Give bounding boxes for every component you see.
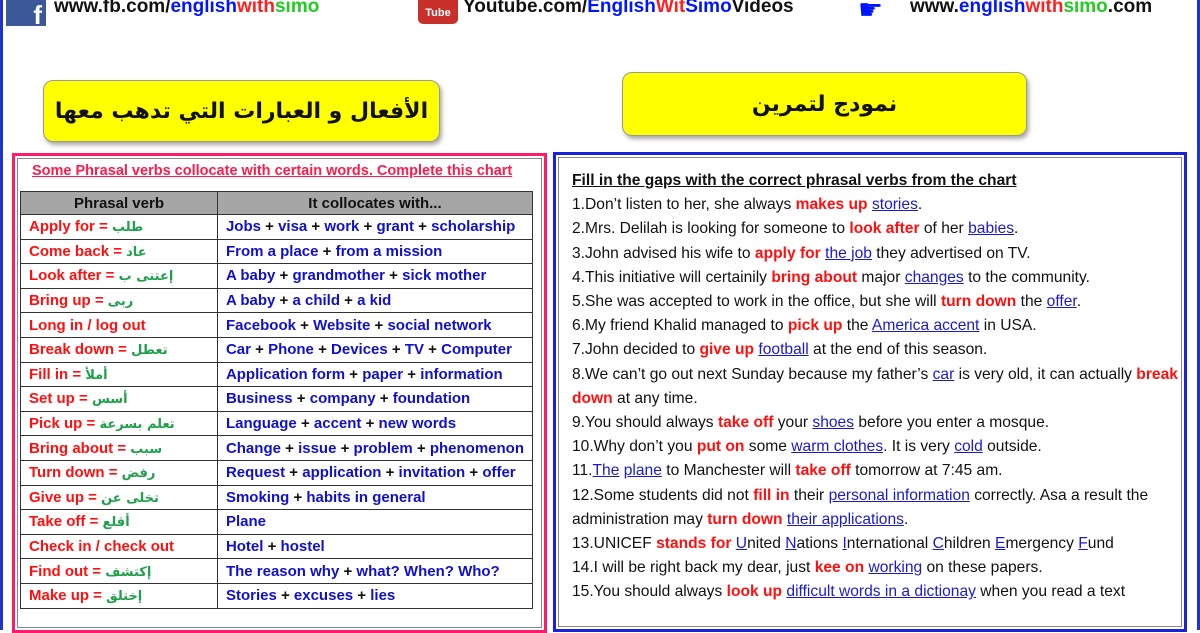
collocations-cell xyxy=(217,436,532,461)
collocation-word: Devices xyxy=(331,341,388,359)
phrasal-verb-answer: give up xyxy=(699,341,755,359)
collocation-word: N xyxy=(785,535,797,553)
collocation-word: Hotel xyxy=(225,538,264,556)
sentence-text: 14.I will be right back my dear, just xyxy=(572,559,815,577)
collocation-word: offer xyxy=(482,464,516,482)
phrasal-verb-cell xyxy=(21,387,218,412)
arabic-translation: إكتشف xyxy=(105,564,152,580)
exercise-sentence xyxy=(572,217,1182,241)
plus-sign: + xyxy=(465,464,483,482)
plus-sign: + xyxy=(280,439,299,457)
plus-sign: + xyxy=(295,316,314,334)
fb-b: with xyxy=(236,0,275,17)
phrasal-verb-answer: pick up xyxy=(787,317,843,335)
collocation-word: excuses xyxy=(293,587,354,605)
collocation-word: Stories xyxy=(225,587,277,605)
collocation-word: Language xyxy=(225,415,297,433)
phrasal-verbs-table xyxy=(20,191,533,609)
collocation-word: car xyxy=(932,365,955,383)
collocation-word: Website xyxy=(313,316,371,334)
collocation-word: A baby xyxy=(225,292,276,310)
plus-sign: + xyxy=(381,464,399,482)
phrasal-verb-cell xyxy=(21,264,218,289)
phrasal-verb-cell xyxy=(21,534,218,559)
arabic-translation: سبب xyxy=(130,441,163,457)
table-row xyxy=(21,534,533,559)
plus-sign: + xyxy=(263,538,281,556)
collocation-word: their applications xyxy=(786,510,904,528)
collocation-word: Plane xyxy=(225,513,266,531)
column-header-collocations: It collocates with... xyxy=(217,192,532,215)
arabic-translation: تعطل xyxy=(131,343,168,359)
collocation-word: stories xyxy=(871,196,918,214)
table-row xyxy=(21,436,533,461)
collocation-word: sick mother xyxy=(402,267,487,285)
sentence-text: 2.Mrs. Delilah is looking for someone to xyxy=(572,220,850,238)
collocation-word: social network xyxy=(387,316,492,334)
plus-sign: + xyxy=(414,218,432,236)
social-header xyxy=(0,0,1200,28)
youtube-icon-text: Tube xyxy=(425,7,451,19)
plus-sign: + xyxy=(403,365,421,383)
phrasal-verb: Bring up = xyxy=(29,292,108,310)
phrasal-verb: Check in / check out xyxy=(29,538,175,556)
phrasal-verb: Find out = xyxy=(29,562,106,580)
plus-sign: + xyxy=(353,587,371,605)
collocation-word: working xyxy=(868,559,923,577)
sentence-text: to Manchester will xyxy=(661,462,796,480)
plus-sign: + xyxy=(370,316,388,334)
sentence-text: 9.You should always xyxy=(572,414,718,432)
sentence-text: major xyxy=(857,268,905,286)
collocations-cell xyxy=(217,485,532,510)
chart-title: Some Phrasal verbs collocate with certain words. Complete this chart xyxy=(32,163,513,179)
web-a: english xyxy=(958,0,1026,17)
collocations-cell xyxy=(217,510,532,535)
sentence-text: 6.My friend Khalid managed to xyxy=(572,317,788,335)
phrasal-verb-answer: turn down xyxy=(940,293,1017,311)
sentence-text: your xyxy=(773,414,813,432)
plus-sign: + xyxy=(275,292,293,310)
plus-sign: + xyxy=(336,439,354,457)
phrasal-verb-answer: look after xyxy=(849,220,920,238)
plus-sign: + xyxy=(359,218,377,236)
arabic-translation: أملأ xyxy=(85,367,108,383)
exercise-panel xyxy=(553,152,1187,632)
fb-a: english xyxy=(170,0,237,17)
exercise-sentence xyxy=(572,338,1182,362)
collocation-word: The xyxy=(592,462,620,480)
phrasal-verb: Long in / log out xyxy=(29,316,146,334)
sentence-text: correctly. Asa a result the administration may xyxy=(572,486,1149,528)
sentence-text: 8.We can’t go out next Sunday because my father’s xyxy=(572,365,933,383)
collocation-word: Jobs xyxy=(225,218,261,236)
yt-b: Wit xyxy=(655,0,686,17)
sentence-text: mergency xyxy=(1005,535,1079,553)
collocation-word: a kid xyxy=(357,292,392,310)
plus-sign: + xyxy=(339,562,357,580)
web-c: simo xyxy=(1063,0,1108,17)
sentence-text: 7.John decided to xyxy=(572,341,700,359)
table-row xyxy=(21,313,533,338)
collocation-word: from a mission xyxy=(335,242,443,260)
sentence-text: nited xyxy=(747,535,786,553)
plus-sign: + xyxy=(292,390,310,408)
web-b: with xyxy=(1025,0,1064,17)
phrasal-verb-answer: apply for xyxy=(754,244,821,262)
fb-prefix: www.fb.com/ xyxy=(54,0,171,17)
table-row xyxy=(21,411,533,436)
phrasal-verb: Look after = xyxy=(29,267,119,285)
youtube-icon xyxy=(418,0,458,24)
plus-sign: + xyxy=(285,464,303,482)
collocation-word: personal information xyxy=(828,486,970,504)
collocation-word: visa xyxy=(278,218,308,236)
collocation-word: Car xyxy=(225,341,251,359)
arabic-translation: أقلع xyxy=(102,515,130,531)
exercise-sentence xyxy=(572,314,1182,338)
phrasal-verb: Make up = xyxy=(29,587,107,605)
collocation-word: America accent xyxy=(871,317,980,335)
collocation-word: Facebook xyxy=(225,316,296,334)
sentence-text: is very old, it can actually xyxy=(954,365,1137,383)
collocation-word: The reason why xyxy=(225,562,340,580)
collocation-word: problem xyxy=(353,439,413,457)
plus-sign: + xyxy=(340,292,358,310)
collocations-cell xyxy=(217,337,532,362)
collocation-word: babies xyxy=(968,220,1015,238)
arabic-translation: إعتنى ب xyxy=(118,269,174,285)
phrasal-verb: Take off = xyxy=(29,513,103,531)
table-row xyxy=(21,387,533,412)
sentence-text: nternational xyxy=(846,535,933,553)
phrasal-verbs-chart-panel xyxy=(12,153,547,633)
column-header-verb: Phrasal verb xyxy=(21,192,218,215)
table-row xyxy=(21,264,533,289)
sentence-text: their xyxy=(789,486,829,504)
table-row xyxy=(21,460,533,485)
sentence-text: the xyxy=(842,317,872,335)
collocation-word: work xyxy=(324,218,360,236)
plus-sign: + xyxy=(412,439,430,457)
collocation-word: issue xyxy=(298,439,337,457)
exercise-sentence xyxy=(572,484,1182,532)
sentence-text: tomorrow at 7:45 am. xyxy=(850,462,1003,480)
phrasal-verb: Break down = xyxy=(29,341,132,359)
arabic-translation: تعلم بسرعة xyxy=(99,417,175,433)
collocation-word: Smoking xyxy=(225,488,290,506)
collocation-word: lies xyxy=(370,587,396,605)
phrasal-verb-answer: put on xyxy=(696,438,745,456)
sentence-text: at the end of this season. xyxy=(808,341,988,359)
website-link[interactable] xyxy=(910,0,1152,18)
plus-sign: + xyxy=(307,218,325,236)
phrasal-verb-cell xyxy=(21,485,218,510)
collocations-cell xyxy=(217,559,532,584)
yt-c: Simo xyxy=(685,0,732,17)
sentence-text: 12.Some students did not xyxy=(572,486,754,504)
plus-sign: + xyxy=(289,488,307,506)
facebook-link[interactable] xyxy=(54,0,319,18)
collocations-cell xyxy=(217,362,532,387)
collocation-word: C xyxy=(932,535,944,553)
arabic-translation: إختلق xyxy=(106,589,143,605)
plus-sign: + xyxy=(385,267,403,285)
sentence-text: 13.UNICEF xyxy=(572,535,657,553)
phrasal-verb-cell xyxy=(21,288,218,313)
phrasal-verb: Give up = xyxy=(29,488,102,506)
collocations-cell xyxy=(217,460,532,485)
sentence-text: 1.Don’t listen to her, she always xyxy=(572,196,796,214)
phrasal-verb-cell xyxy=(21,460,218,485)
collocation-word: difficult words in a dictionay xyxy=(786,583,976,601)
plus-sign: + xyxy=(296,415,314,433)
exercise-title: Fill in the gaps with the correct phrasal verbs from the chart xyxy=(572,172,1017,189)
collocation-word: Computer xyxy=(441,341,512,359)
exercise-sentence xyxy=(572,532,1182,556)
table-row xyxy=(21,510,533,535)
arabic-translation: رفض xyxy=(121,466,156,482)
table-row xyxy=(21,583,533,608)
sentence-text: . xyxy=(917,196,923,214)
collocation-word: invitation xyxy=(398,464,466,482)
phrasal-verb-cell xyxy=(21,436,218,461)
sentence-text: some xyxy=(744,438,792,456)
phrasal-verb: Apply for = xyxy=(29,218,112,236)
collocation-word: a child xyxy=(292,292,341,310)
phrasal-verb: Set up = xyxy=(29,390,92,408)
table-row xyxy=(21,362,533,387)
left-border xyxy=(0,0,3,630)
phrasal-verb-cell xyxy=(21,559,218,584)
phrasal-verb: Pick up = xyxy=(29,415,100,433)
sentence-text: und xyxy=(1087,535,1114,553)
collocations-cell xyxy=(217,264,532,289)
sentence-text: 10.Why don’t you xyxy=(572,438,697,456)
exercise-sentence xyxy=(572,411,1182,435)
collocation-word: Request xyxy=(225,464,286,482)
collocation-word: what? When? Who? xyxy=(356,562,500,580)
collocation-word: TV xyxy=(404,341,425,359)
collocation-word: From a place xyxy=(225,242,319,260)
sentence-text: . It is very xyxy=(883,438,955,456)
plus-sign: + xyxy=(313,341,332,359)
youtube-link[interactable] xyxy=(463,0,794,18)
collocation-word: E xyxy=(995,535,1006,553)
phrasal-verb: Fill in = xyxy=(29,365,86,383)
collocation-word: grandmother xyxy=(292,267,386,285)
yt-prefix: Youtube.com/ xyxy=(463,0,588,17)
collocation-word: football xyxy=(758,341,809,359)
exercise-sentence xyxy=(572,290,1182,314)
collocations-cell xyxy=(217,583,532,608)
fb-c: simo xyxy=(274,0,320,17)
phrasal-verb-answer: break down xyxy=(572,365,1178,407)
web-d: .com xyxy=(1107,0,1153,17)
collocations-cell xyxy=(217,215,532,240)
exercise-sentence xyxy=(572,193,1182,217)
collocation-word: company xyxy=(309,390,376,408)
sentence-text: ations xyxy=(796,535,843,553)
left-banner: الأفعال و العبارات التي تدهب معها xyxy=(43,80,440,142)
collocation-word: Change xyxy=(225,439,281,457)
collocation-word: F xyxy=(1078,535,1088,553)
collocation-word: changes xyxy=(904,268,964,286)
collocations-cell xyxy=(217,411,532,436)
collocations-cell xyxy=(217,239,532,264)
arabic-translation: تخلى عن xyxy=(101,490,159,506)
phrasal-verb-cell xyxy=(21,337,218,362)
phrasal-verb-answer: look up xyxy=(726,583,783,601)
exercise-sentence xyxy=(572,242,1182,266)
collocation-word: shoes xyxy=(812,414,855,432)
phrasal-verb-answer: makes up xyxy=(795,196,868,214)
pointing-hand-icon: ☛ xyxy=(858,0,884,25)
phrasal-verb-cell xyxy=(21,239,218,264)
sentence-text: when you read a text xyxy=(975,583,1126,601)
table-row xyxy=(21,485,533,510)
exercise-sentence xyxy=(572,459,1182,483)
collocation-word: warm clothes xyxy=(791,438,884,456)
exercise-sentence xyxy=(572,556,1182,580)
collocation-word: Application form xyxy=(225,365,346,383)
collocation-word: plane xyxy=(623,462,662,480)
sentence-text: . xyxy=(903,510,909,528)
plus-sign: + xyxy=(375,390,393,408)
exercise-sentence xyxy=(572,580,1182,604)
sentence-text: hildren xyxy=(943,535,996,553)
collocation-word: offer xyxy=(1046,293,1077,311)
exercise-sentence xyxy=(572,266,1182,290)
collocation-word: grant xyxy=(376,218,414,236)
plus-sign: + xyxy=(250,341,269,359)
phrasal-verb-cell xyxy=(21,362,218,387)
plus-sign: + xyxy=(424,341,442,359)
plus-sign: + xyxy=(387,341,405,359)
arabic-translation: أسس xyxy=(91,392,128,408)
plus-sign: + xyxy=(275,267,293,285)
collocation-word: application xyxy=(302,464,382,482)
right-banner: نمودج لتمرين xyxy=(622,72,1027,136)
exercise-sentence xyxy=(572,435,1182,459)
plus-sign: + xyxy=(260,218,279,236)
sentence-text: in USA. xyxy=(979,317,1037,335)
phrasal-verb-answer: stands for xyxy=(656,535,732,553)
plus-sign: + xyxy=(345,365,363,383)
sentence-text: . xyxy=(1076,293,1082,311)
collocation-word: U xyxy=(735,535,748,553)
table-row xyxy=(21,337,533,362)
plus-sign: + xyxy=(318,242,336,260)
sentence-text: they advertised on TV. xyxy=(871,244,1031,262)
collocation-word: Phone xyxy=(268,341,314,359)
collocations-cell xyxy=(217,387,532,412)
facebook-icon: f xyxy=(6,0,46,26)
sentence-text: on these papers. xyxy=(922,559,1043,577)
phrasal-verb-cell xyxy=(21,510,218,535)
collocations-cell xyxy=(217,534,532,559)
arabic-translation: عاد xyxy=(126,244,147,260)
collocation-word: new words xyxy=(378,415,457,433)
collocations-cell xyxy=(217,313,532,338)
plus-sign: + xyxy=(361,415,379,433)
phrasal-verb: Come back = xyxy=(29,242,127,260)
yt-d: Videos xyxy=(731,0,794,17)
plus-sign: + xyxy=(276,587,294,605)
arabic-translation: ربى xyxy=(107,294,134,310)
sentence-text: at any time. xyxy=(612,389,698,407)
sentence-text: 5.She was accepted to work in the office, but she will xyxy=(572,293,941,311)
collocation-word: I xyxy=(842,535,847,553)
exercise-sentence xyxy=(572,363,1182,411)
collocations-cell xyxy=(217,288,532,313)
phrasal-verb-answer: take off xyxy=(795,462,851,480)
phrasal-verb-answer: bring about xyxy=(771,268,858,286)
collocation-word: Business xyxy=(225,390,293,408)
web-prefix: www. xyxy=(910,0,959,17)
collocation-word: foundation xyxy=(392,390,471,408)
sentence-text: 15.You should always xyxy=(572,583,727,601)
phrasal-verb-answer: take off xyxy=(717,414,774,432)
collocation-word: A baby xyxy=(225,267,276,285)
collocation-word: hostel xyxy=(280,538,325,556)
collocation-word: cold xyxy=(954,438,983,456)
arabic-translation: طلب xyxy=(111,220,144,236)
table-row xyxy=(21,215,533,240)
sentence-text: before you enter a mosque. xyxy=(854,414,1050,432)
table-row xyxy=(21,559,533,584)
collocation-word: accent xyxy=(313,415,362,433)
collocation-word: the job xyxy=(825,244,872,262)
table-row xyxy=(21,288,533,313)
table-row xyxy=(21,239,533,264)
phrasal-verb-cell xyxy=(21,313,218,338)
yt-a: English xyxy=(587,0,656,17)
collocation-word: habits in general xyxy=(306,488,426,506)
phrasal-verb-answer: turn down xyxy=(707,510,783,528)
collocation-word: information xyxy=(420,365,503,383)
sentence-text: 3.John advised his wife to xyxy=(572,244,755,262)
collocation-word: scholarship xyxy=(431,218,516,236)
sentence-text: of her xyxy=(919,220,969,238)
sentence-text: 4.This initiative will certainily xyxy=(572,268,772,286)
sentence-text: 11. xyxy=(572,462,593,480)
sentence-text: . xyxy=(1014,220,1019,238)
phrasal-verb: Bring about = xyxy=(29,439,131,457)
phrasal-verb-cell xyxy=(21,215,218,240)
phrasal-verb-answer: fill in xyxy=(753,486,790,504)
collocation-word: paper xyxy=(362,365,404,383)
sentence-text: outside. xyxy=(982,438,1042,456)
collocation-word: phenomenon xyxy=(429,439,524,457)
phrasal-verb-cell xyxy=(21,583,218,608)
phrasal-verb: Turn down = xyxy=(29,464,122,482)
phrasal-verb-answer: kee on xyxy=(814,559,865,577)
sentence-text: the xyxy=(1016,293,1047,311)
sentence-text: to the community. xyxy=(963,268,1090,286)
phrasal-verb-cell xyxy=(21,411,218,436)
